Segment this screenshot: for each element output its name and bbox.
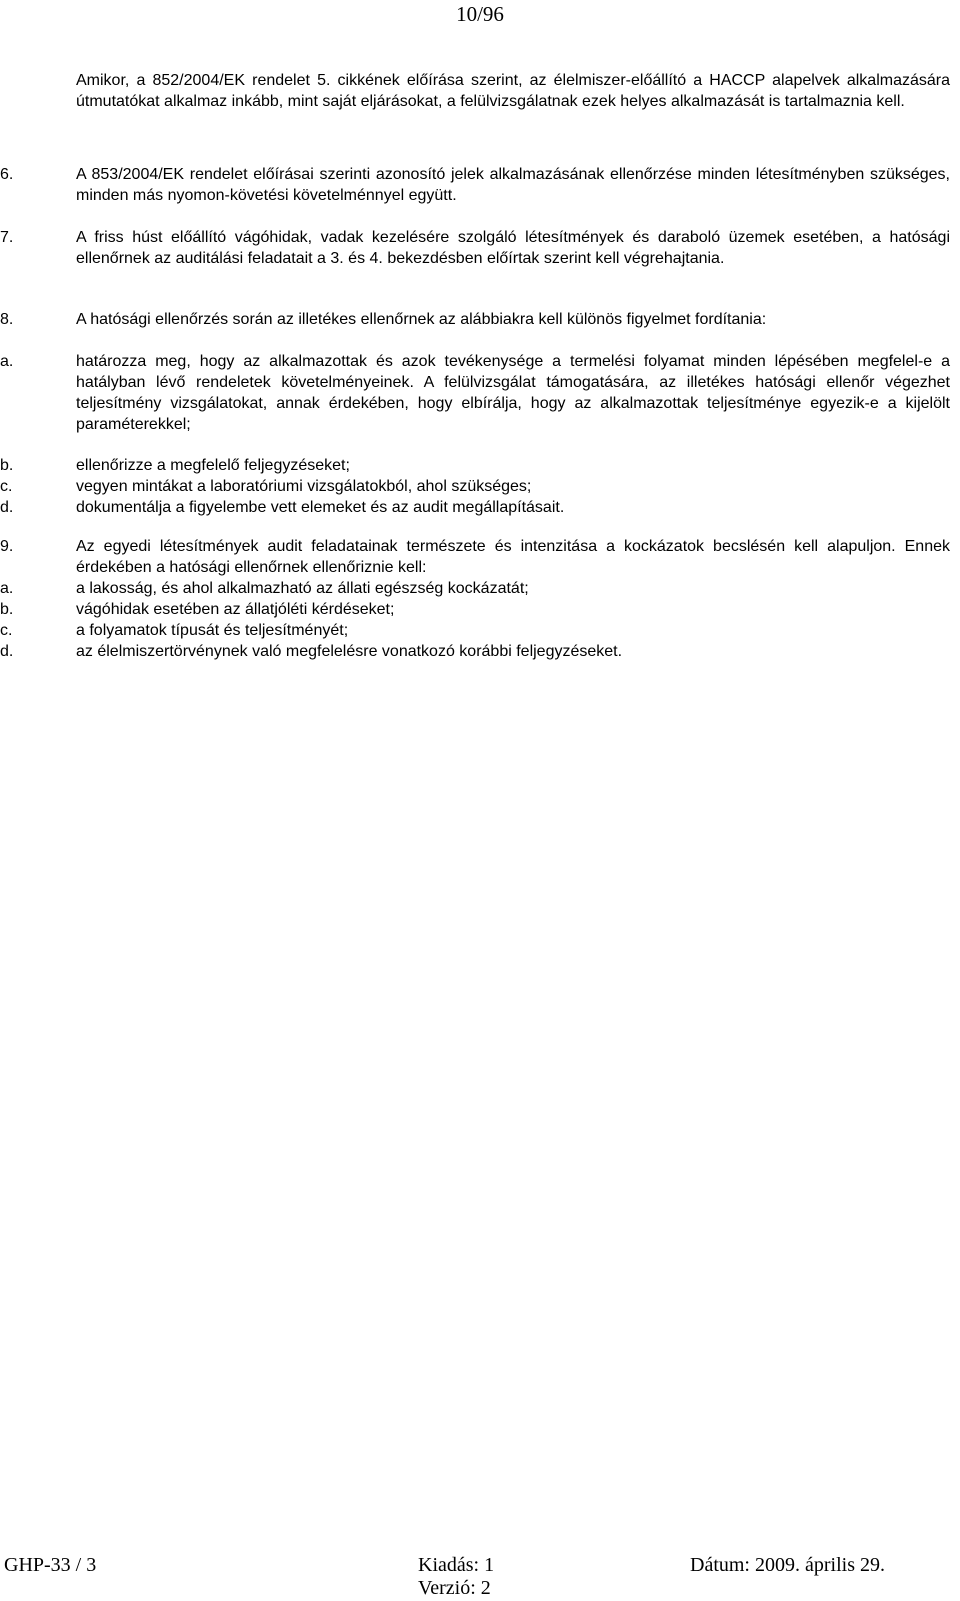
list-item-9c (0, 620, 950, 641)
footer-version: Verzió: 2 (418, 1577, 491, 1599)
section-number: 9. (0, 538, 14, 555)
list-marker: c. (0, 478, 13, 495)
list-item-text: a lakosság, és ahol alkalmazható az állati egészség kockázatát; (76, 580, 529, 597)
section-text: Az egyedi létesítmények audit feladatainak természete és intenzitása a kockázatok becslésén kell alapuljon. Ennek érdekében a hatósági ellenőrnek ellenőriznie kell: (76, 538, 950, 576)
list-marker: d. (0, 499, 14, 516)
section-text: A hatósági ellenőrzés során az illetékes ellenőrnek az alábbiakra kell különös figyelmet fordítania: (76, 311, 767, 328)
footer-doc-code: GHP-33 / 3 (4, 1554, 97, 1576)
list-item-8c (0, 476, 950, 497)
list-item-8d (0, 497, 950, 518)
list-item-text: dokumentálja a figyelembe vett elemeket és az audit megállapításait. (76, 499, 565, 516)
section-number: 8. (0, 311, 14, 328)
section-7 (0, 227, 950, 269)
page-number: 10/96 (456, 2, 504, 26)
list-item-text: vegyen mintákat a laboratóriumi vizsgálatokból, ahol szükséges; (76, 478, 532, 495)
section-number: 7. (0, 229, 14, 246)
list-marker: b. (0, 457, 14, 474)
list-item-9b (0, 599, 950, 620)
list-item-8a (0, 351, 950, 435)
section-9 (0, 536, 950, 578)
list-item-text: ellenőrizze a megfelelő feljegyzéseket; (76, 457, 350, 474)
section-text: A friss húst előállító vágóhidak, vadak kezelésére szolgáló létesítmények és daraboló üzemek esetében, a hatósági ellenőrnek az auditálási feladatait a 3. és 4. bekezdésben előírtak szerint kell végrehajtania. (76, 229, 950, 267)
list-marker: a. (0, 580, 14, 597)
list-item-9d (0, 641, 950, 662)
footer-edition: Kiadás: 1 (418, 1554, 495, 1576)
list-marker: a. (0, 353, 14, 370)
section-6 (0, 164, 950, 206)
section-text: A 853/2004/EK rendelet előírásai szerinti azonosító jelek alkalmazásának ellenőrzése minden létesítményben szükséges, minden más nyomon-követési követelménnyel együtt. (76, 166, 950, 204)
footer-date: Dátum: 2009. április 29. (690, 1554, 885, 1576)
list-item-text: a folyamatok típusát és teljesítményét; (76, 622, 349, 639)
page-footer (0, 1553, 960, 1599)
list-item-text: az élelmiszertörvénynek való megfelelésre vonatkozó korábbi feljegyzéseket. (76, 643, 623, 660)
list-item-9a (0, 578, 950, 599)
section-8 (0, 309, 950, 330)
list-marker: c. (0, 622, 13, 639)
list-marker: b. (0, 601, 14, 618)
list-item-8b (0, 455, 950, 476)
section-number: 6. (0, 166, 14, 183)
intro-paragraph: Amikor, a 852/2004/EK rendelet 5. cikkének előírása szerint, az élelmiszer-előállító a HACCP alapelvek alkalmazására útmutatókat alkalmaz inkább, mint saját eljárásokat, a felülvizsgálatnak ezek helyes alkalmazását is tartalmaznia kell. (76, 72, 950, 110)
list-item-text: határozza meg, hogy az alkalmazottak és azok tevékenysége a termelési folyamat minden lépésében megfelel-e a hatályban lévő rendeletek követelményeinek. A felülvizsgálat támogatására, az illetékes hatósági ellenőr végezhet teljesítmény vizsgálatokat, annak érdekében, hogy elbírálja, hogy az alkalmazottak teljesítménye egyezik-e a kijelölt paraméterekkel; (76, 353, 950, 433)
list-item-text: vágóhidak esetében az állatjóléti kérdéseket; (76, 601, 395, 618)
list-marker: d. (0, 643, 14, 660)
